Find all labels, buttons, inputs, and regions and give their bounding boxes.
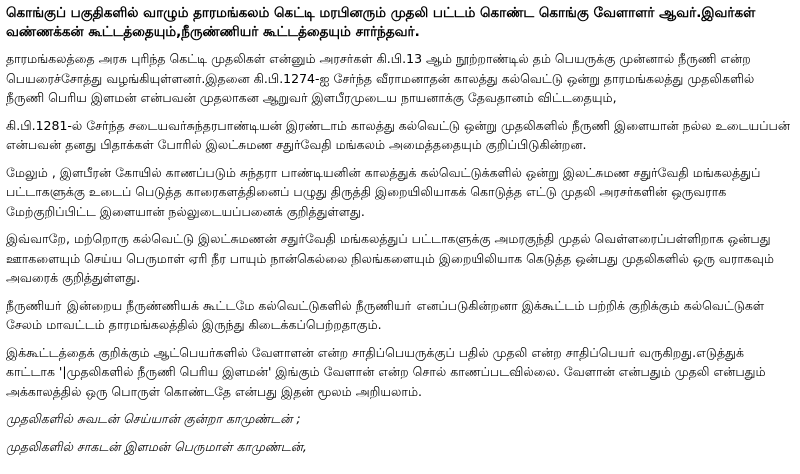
- paragraph-5: நீருணியா் இன்றைய நீருண்ணியக் கூட்டமே கல்வெட்டுகளில் நீருணியா் எனப்படுகின்றனா இக்கூட்டம் பற்றிக் குறிக்கும் கல்வெட்டுகள் சேலம் மாவட்டம் தாரமங்கலத்தில் இருந்து கிடைக்கப்பெற்றதாகும்.: [6, 297, 765, 332]
- paragraph-1: தாரமங்கலத்தை அரசு புரிந்த கெட்டி முதலிகள் என்னும் அரசர்கள் கி.பி.13 ஆம் நூற்றாண்டில் தம் பெயருக்கு முன்னால் நீருணி என்ற பெயரைச்சோத்து வழங்கியுள்ளனர்.இதனை கி.பி.1274-ஐ சேர்ந்த வீராமனாதன் காலத்து கல்வெட்டு ஒன்று தாரமங்கலத்து முதலிகளில் நீருணி பெரிய இளமன் என்பவன் முதலாகன ஆறுவர் இளபீரமுடைய நாயனாக்கு தேவதானம் விட்டதையும்,: [6, 51, 755, 105]
- citation-line-1: முதலிகளில் சுவடன் செய்யான் குன்றா காமுண்டன் ;: [6, 411, 301, 426]
- document-heading: கொங்குப் பகுதிகளில் வாழும் தாரமங்கலம் கெட்டி மரபினரும் முதலி பட்டம் கொண்ட கொங்கு வேளாளர் ஆவர்.இவர்கள் வண்ணக்கன் கூட்டத்தையும்,நீருண்ணியர் கூட்டத்தையும் சார்ந்தவர்.: [6, 5, 756, 40]
- paragraph-2: கி.பி.1281-ல் சேர்ந்த சடையவர்சுந்தரபாண்டியன் இரண்டாம் காலத்து கல்வெட்டு ஒன்று முதலிகளில் நீருணி இளையான் நல்ல உடையப்பன் என்பவன் தனது பிதாக்கள் போரில் இலட்சுமண சதுர்வேதி மங்கலம் அமைத்ததையும் குறிப்பிடுகின்றன.: [6, 117, 790, 152]
- citation-line-2: முதலிகளில் சாகடன் இளமன் பெருமாள் காமுண்டன்,: [6, 439, 307, 454]
- paragraph-3: மேலும் , இளபீரன் கோயில் காணப்படும் சுந்தரா பாண்டியனின் காலத்துக் கல்வெட்டுக்களில் ஒன்று இலட்சுமண சதுர்வேதி மங்கலத்துப் பட்டாகளுக்கு உடைப் பெடுத்த காரைகளத்தினைப் பழுது திருத்தி இறையிலியாகக் கொடுத்த எட்டு முதலி அரசர்களின் ஒருவராக மேற்குறிப்பிட்ட இளையான் நல்லுடையப்பனைக் குறித்துள்ளது.: [6, 164, 761, 219]
- paragraph-6: இக்கூட்டத்தைக் குறிக்கும் ஆட்பெயர்களில் வேளாளன் என்ற சாதிப்பெயருக்குப் பதில் முதலி என்ற சாதிப்பெயர் வருகிறது.எடுத்துக் காட்டாக '|முதலிகளில் நீருணி பெரிய இளமன்' இங்கும் வேளான் என்ற சொல் காணப்படவில்லை. வேளான் என்பதும் முதலி என்பதும் அக்காலத்தில் ஒரு பொருள் கொண்டதே என்பது இதன் மூலம் அறியலாம்.: [6, 344, 766, 399]
- paragraph-4: இவ்வாறே, மற்றொரு கல்வெட்டு இலட்சுமணன் சதுர்வேதி மங்கலத்துப் பட்டாகளுக்கு அமரகுந்தி முதல் வெள்ளரைப்பள்ளிறாக ஒன்பது ஊாகளையும் செய்ய பெருமாள் ஏரி நீர பாயும் நான்கெல்லை நிலங்களையும் இறையிலியாக கெடுத்த ஒன்பது முதலிகளில் ஒரு வராகவும் அவரைக் குறித்துள்ளது.: [6, 231, 774, 285]
